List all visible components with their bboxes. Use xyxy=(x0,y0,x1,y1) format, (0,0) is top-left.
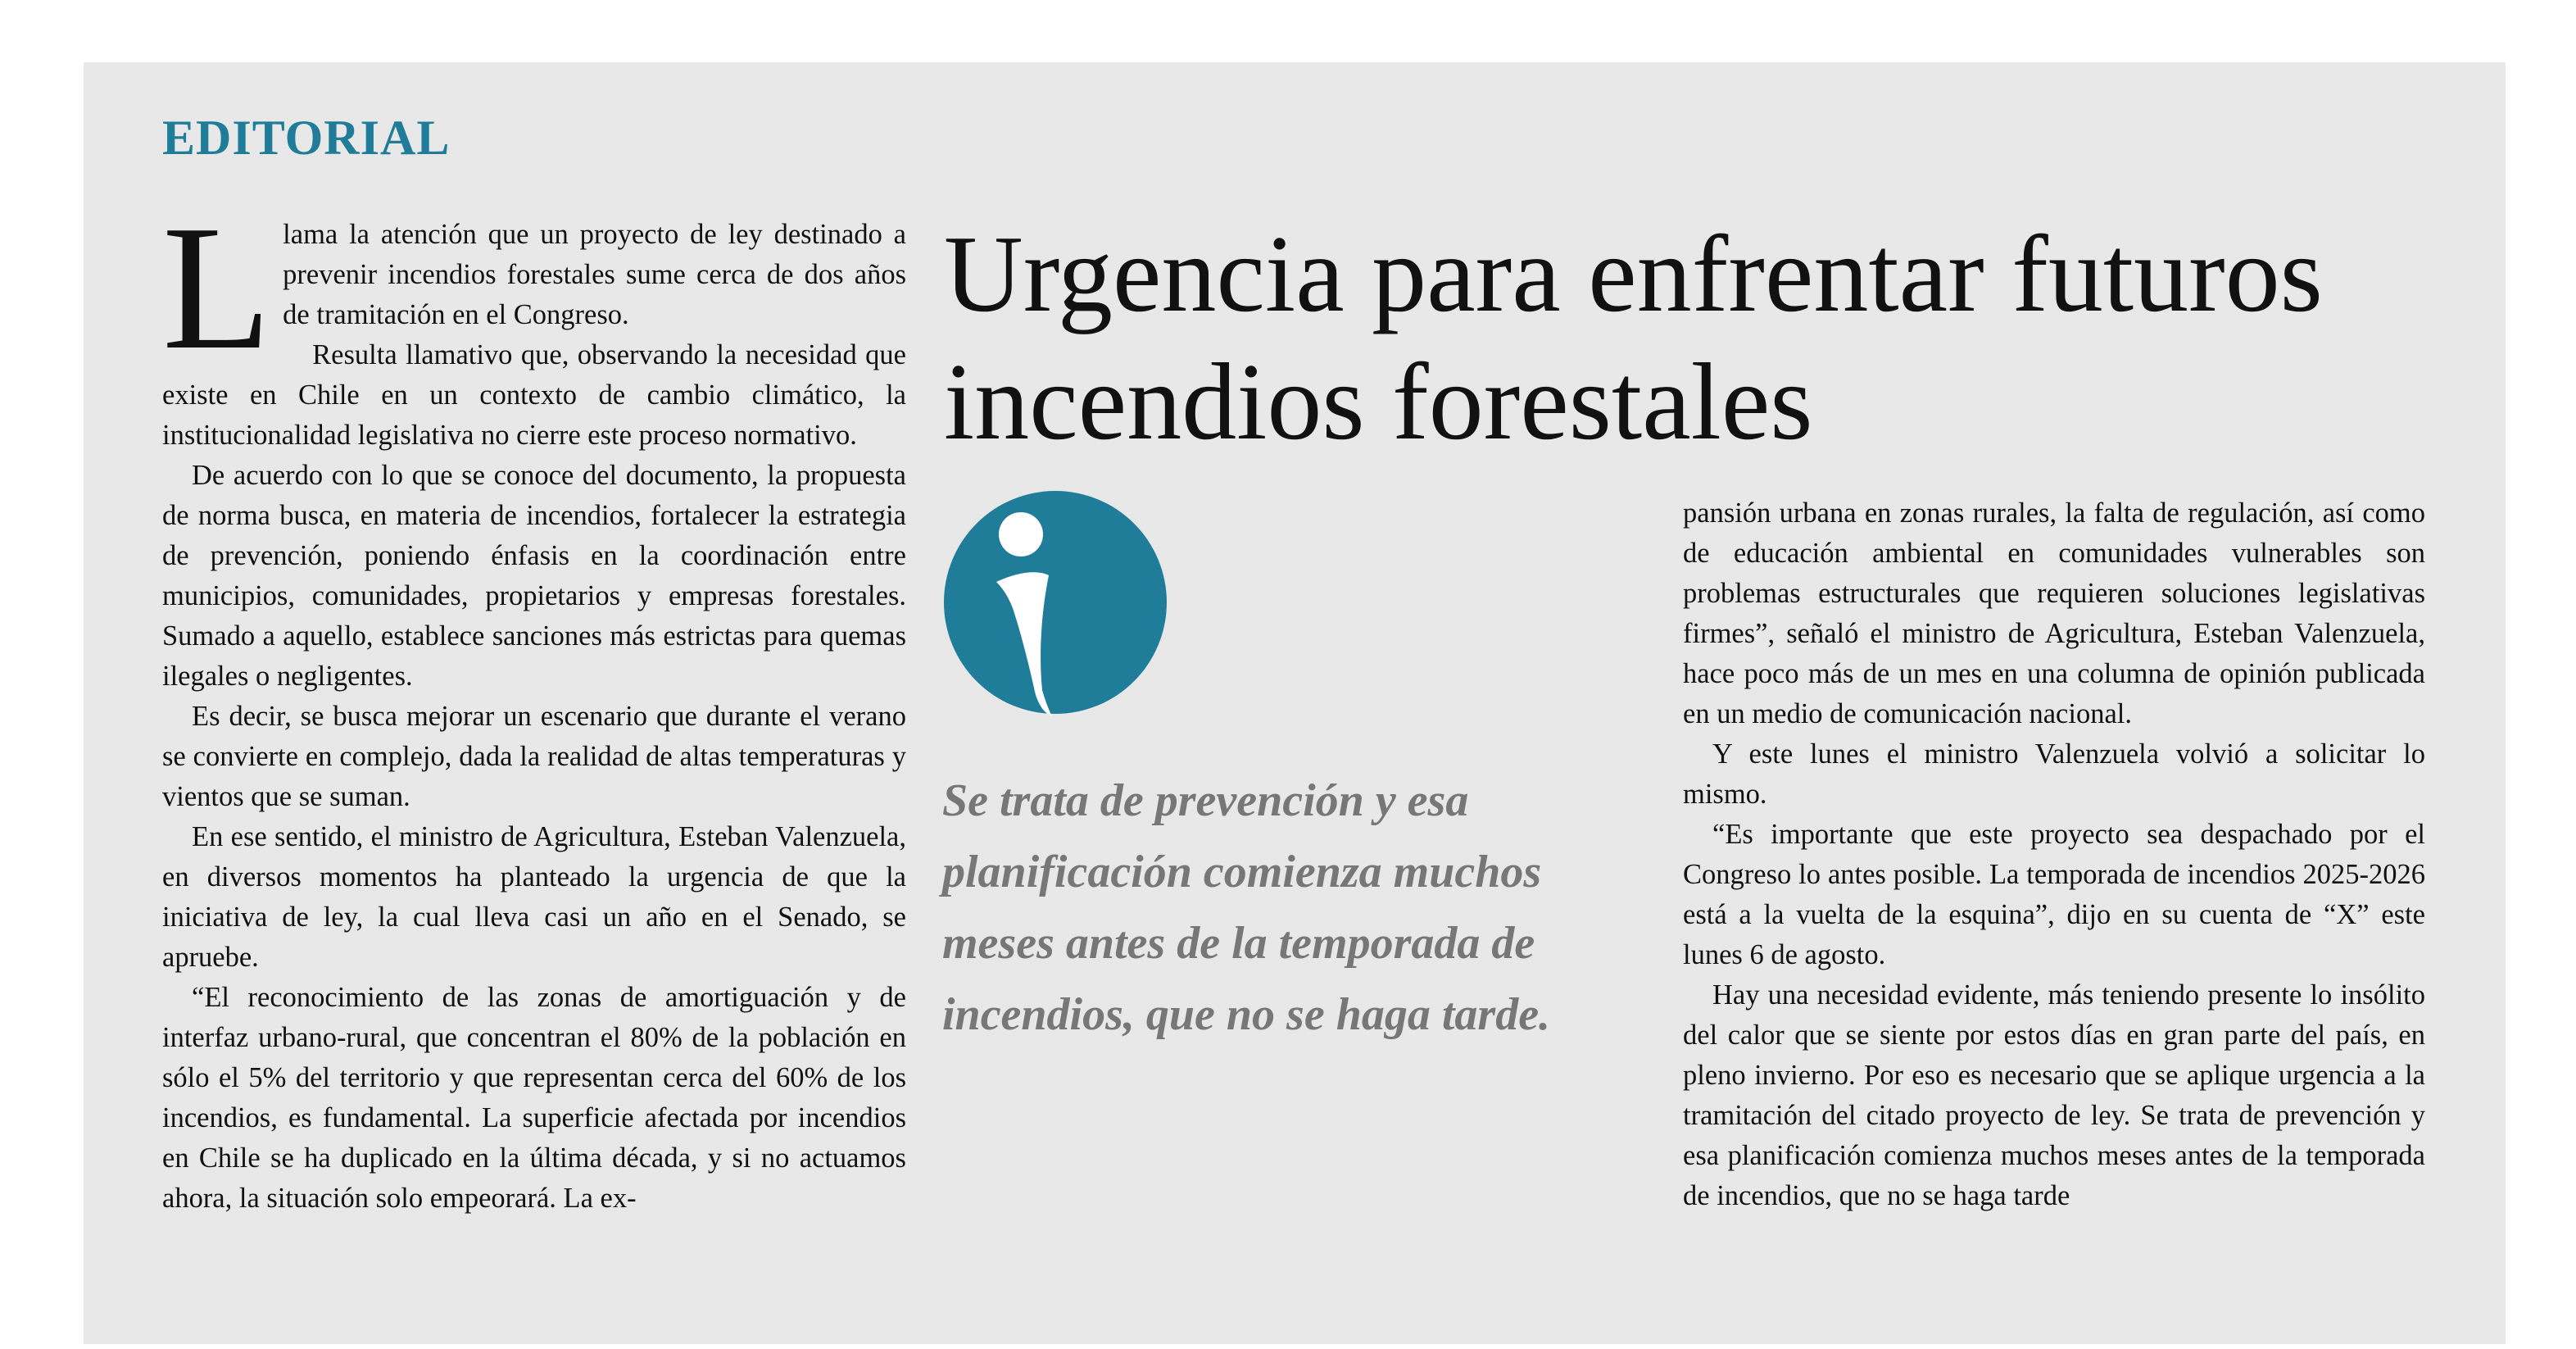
paragraph: De acuerdo con lo que se conoce del documento, la propuesta de norma busca, en materia de incendios, fortalecer la estrategia de prevención, poniendo énfasis en la coordinación entre municipios, comunidades, propietarios y empresas forestales. Sumado a aquello, establece sanciones más estrictas para quemas ilegales o negligentes. xyxy=(162,460,906,692)
paragraph: “El reconocimiento de las zonas de amortiguación y de interfaz urbano-rural, que concentran el 80% de la población en sólo el 5% del territorio y que representan cerca del 60% de los incendios, es fundamental. La superficie afectada por incendios en Chile se ha duplicado en la última década, y si no actuamos ahora, la situación solo empeorará. La ex- xyxy=(162,982,906,1214)
paragraph: Resulta llamativo que, observando la necesidad que existe en Chile en un contexto de cambio climático, la institucionalidad legislativa no cierre este proceso normativo. xyxy=(162,339,906,451)
body-column-right xyxy=(1683,493,2425,1216)
info-icon xyxy=(942,485,1168,720)
paragraph: “Es importante que este proyecto sea despachado por el Congreso lo antes posible. La temporada de incendios 2025-2026 está a la vuelta de la esquina”, dijo en su cuenta de “X” este lunes 6 de agosto. xyxy=(1683,819,2425,970)
paragraph: pansión urbana en zonas rurales, la falta de regulación, así como de educación ambiental en comunidades vulnerables son problemas estructurales que requieren soluciones legislativas firmes”, señaló el ministro de Agricultura, Esteban Valenzuela, hace poco más de un mes en una columna de opinión publicada en un medio de comunicación nacional. xyxy=(1683,497,2425,729)
paragraph-text: lama la atención que un proyecto de ley destinado a prevenir incendios forestales sume cerca de dos años de tramitación en el Congreso. xyxy=(283,219,906,330)
paragraph: Hay una necesidad evidente, más teniendo presente lo insólito del calor que se siente por estos días en gran parte del país, en pleno invierno. Por eso es necesario que se aplique urgencia a la tramitación del citado proyecto de ley. Se trata de prevención y esa planificación comienza muchos meses antes de la temporada de incendios, que no se haga tarde xyxy=(1683,979,2425,1211)
pull-quote: Se trata de prevención y esa planificación comienza muchos meses antes de la temporada de incendios, que no se haga tarde. xyxy=(942,775,1551,1040)
section-label: EDITORIAL xyxy=(162,111,451,165)
paragraph: Es decir, se busca mejorar un escenario que durante el verano se convierte en complejo, dada la realidad de altas temperaturas y vientos que se suman. xyxy=(162,701,906,812)
drop-cap: L xyxy=(162,189,272,387)
headline: Urgencia para enfrentar futuros incendios forestales xyxy=(944,213,2323,462)
paragraph: Y este lunes el ministro Valenzuela volvió a solicitar lo mismo. xyxy=(1683,738,2425,810)
paragraph xyxy=(162,189,906,387)
body-column-left xyxy=(162,189,906,1219)
paragraph: En ese sentido, el ministro de Agricultura, Esteban Valenzuela, en diversos momentos ha planteado la urgencia de que la iniciativa de ley, la cual lleva casi un año en el Senado, se apruebe. xyxy=(162,821,906,973)
